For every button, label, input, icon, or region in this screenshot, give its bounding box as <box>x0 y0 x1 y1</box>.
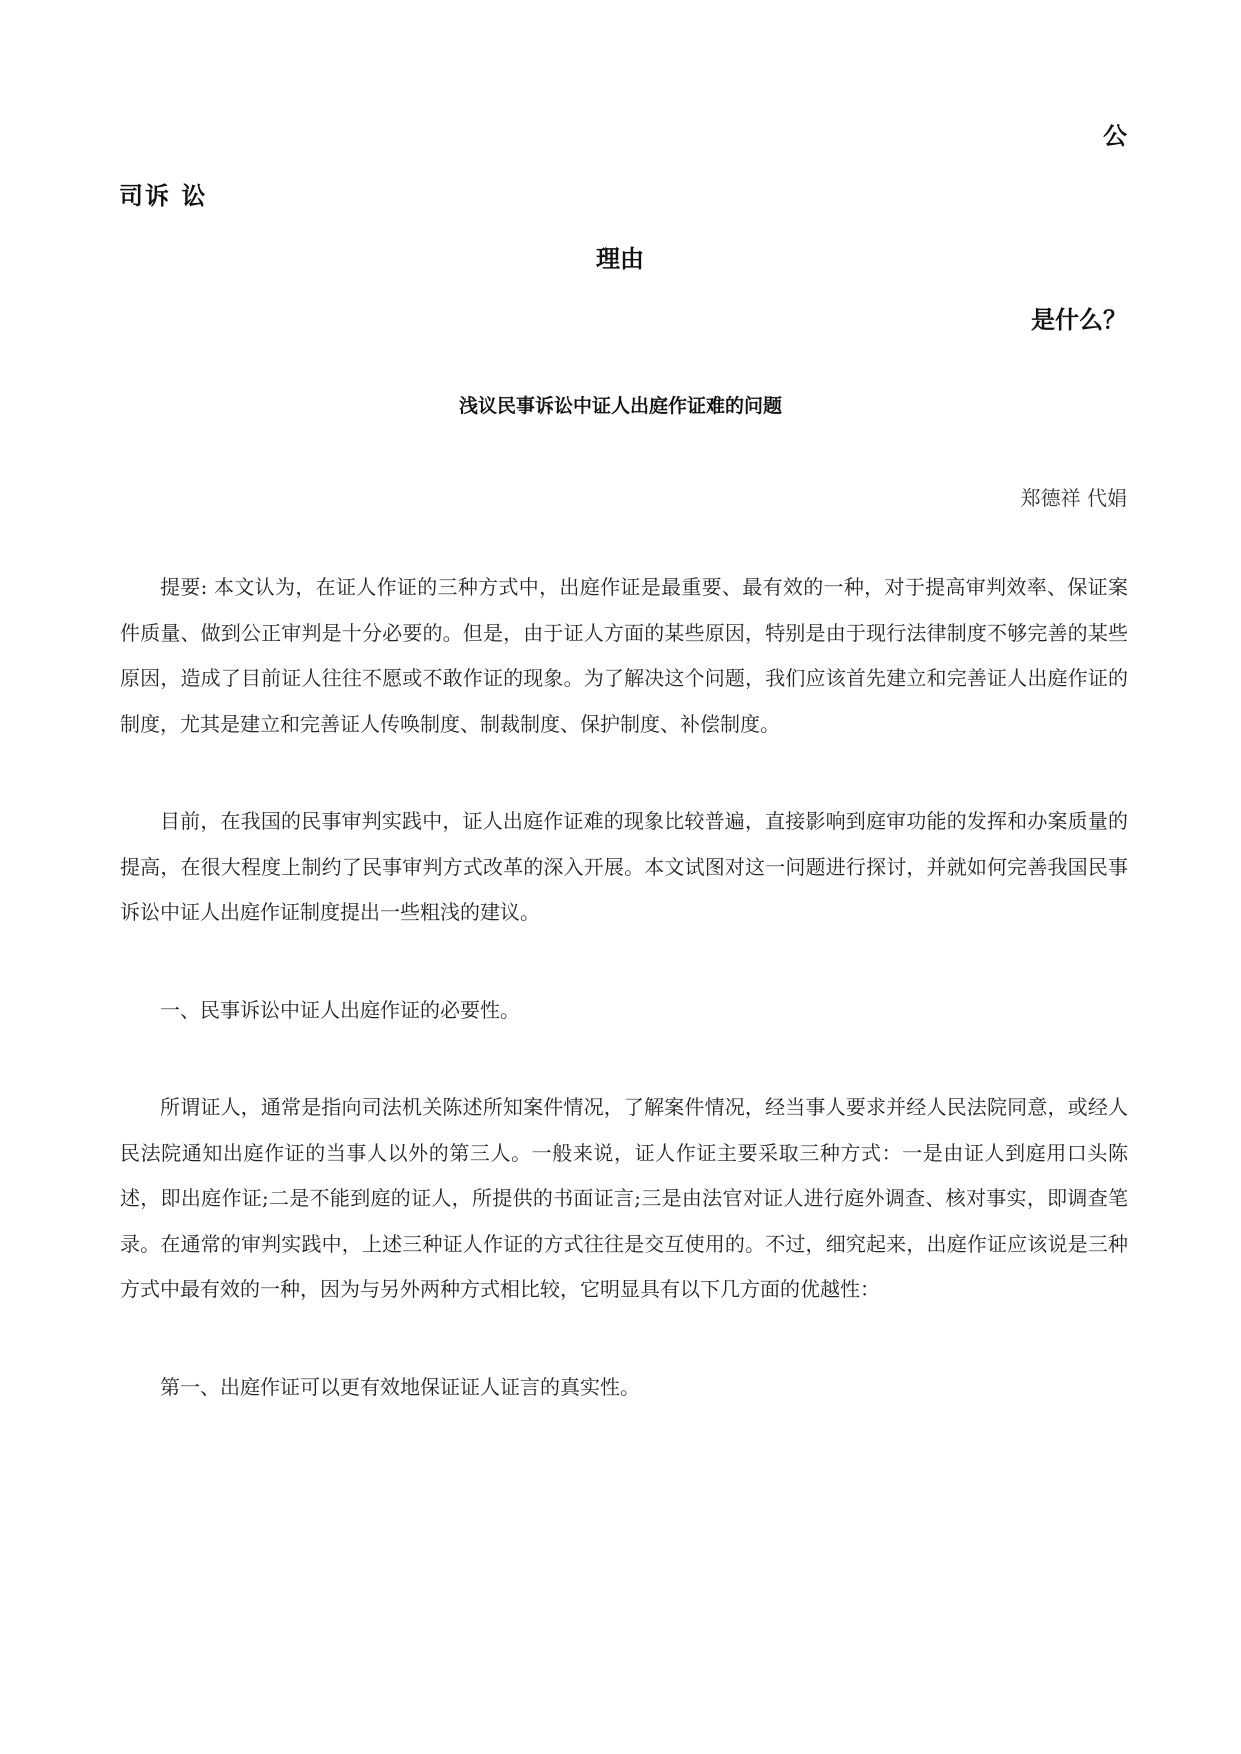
document-title: 浅议民事诉讼中证人出庭作证难的问题 <box>458 395 782 417</box>
abstract-paragraph: 提要: 本文认为，在证人作证的三种方式中，出庭作证是最重要、最有效的一种，对于提高审判效率、保证案件质量、做到公正审判是十分必要的。但是，由于证人方面的某些原因，特别是由于现行法律制度不够完善的某些原因，造成了目前证人往往不愿或不敢作证的现象。为了解决这个问题，我们应该首先建立和完善证人出庭作证的制度，尤其是建立和完善证人传唤制度、制裁制度、保护制度、补偿制度。 <box>120 575 1128 736</box>
body-paragraph: 第一、出庭作证可以更有效地保证证人证言的真实性。 <box>160 1374 640 1399</box>
header-fragment-2: 司诉 讼 <box>119 182 208 210</box>
header-fragment-3: 理由 <box>596 245 644 273</box>
document-authors: 郑德祥 代娟 <box>1020 486 1127 510</box>
header-fragment-1: 公 <box>1103 122 1127 150</box>
header-fragment-4: 是什么？ <box>1031 306 1127 334</box>
intro-paragraph: 目前，在我国的民事审判实践中，证人出庭作证难的现象比较普遍，直接影响到庭审功能的发挥和办案质量的提高，在很大程度上制约了民事审判方式改革的深入开展。本文试图对这一问题进行探讨，并就如何完善我国民事诉讼中证人出庭作证制度提出一些粗浅的建议。 <box>120 809 1128 924</box>
document-body <box>120 565 1128 1462</box>
body-paragraph: 所谓证人，通常是指向司法机关陈述所知案件情况，了解案件情况，经当事人要求并经人民法院同意，或经人民法院通知出庭作证的当事人以外的第三人。一般来说，证人作证主要采取三种方式：一是由证人到庭用口头陈述，即出庭作证;二是不能到庭的证人，所提供的书面证言;三是由法官对证人进行庭外调查、核对事实，即调查笔录。在通常的审判实践中，上述三种证人作证的方式往往是交互使用的。不过，细究起来，出庭作证应该说是三种方式中最有效的一种，因为与另外两种方式相比较，它明显具有以下几方面的优越性： <box>120 1095 1128 1301</box>
section-heading: 一、民事诉讼中证人出庭作证的必要性。 <box>160 997 520 1022</box>
